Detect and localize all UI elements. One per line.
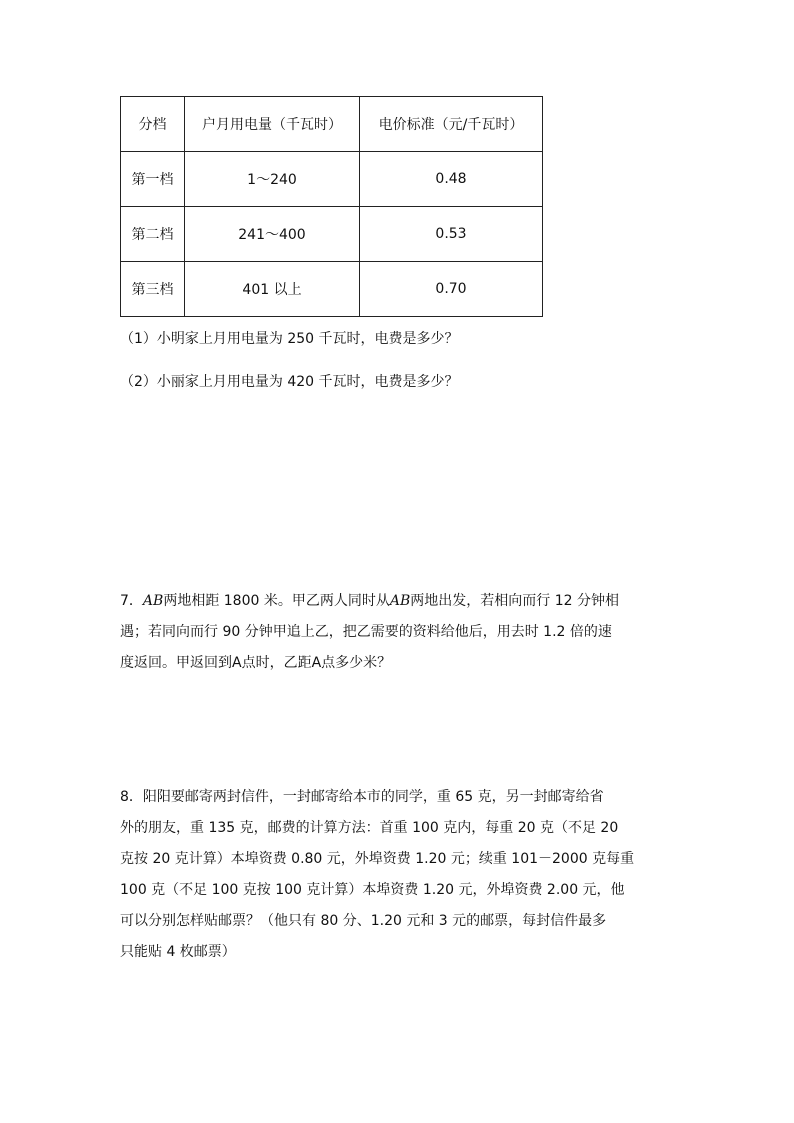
question-1: （1）小明家上月用电量为 250 千瓦时，电费是多少？: [120, 331, 459, 347]
problem-8-line: 8．阳阳要邮寄两封信件，一封邮寄给本市的同学，重 65 克，另一封邮寄给省: [120, 789, 604, 805]
segment-ab-label: AB: [142, 593, 164, 609]
problem-7-text: 两地相距 1800 米。甲乙两人同时从: [163, 593, 390, 609]
problem-7-number: 7．: [120, 593, 143, 609]
problem-7-line: 度返回。甲返回到A点时，乙距A点多少米？: [120, 655, 392, 671]
question-2: （2）小丽家上月用电量为 420 千瓦时，电费是多少？: [120, 374, 459, 390]
table-cell: 0.53: [360, 207, 543, 262]
problem-7-text: 两地出发，若相向而行 12 分钟相: [410, 593, 619, 609]
table-cell: 241～400: [185, 207, 360, 262]
header-tier: 分档: [121, 97, 185, 152]
table-row: [121, 262, 543, 317]
table-row: [121, 207, 543, 262]
table-cell: 第三档: [121, 262, 185, 317]
table-cell: 0.70: [360, 262, 543, 317]
problem-8-line: 100 克（不足 100 克按 100 克计算）本埠资费 1.20 元，外埠资费 2.00 元，他: [120, 882, 625, 898]
table-cell: 0.48: [360, 152, 543, 207]
problem-8-line: 只能贴 4 枚邮票）: [120, 944, 236, 960]
table-cell: 第二档: [121, 207, 185, 262]
problem-8-line: 可以分别怎样贴邮票？（他只有 80 分、1.20 元和 3 元的邮票，每封信件最多: [120, 913, 607, 929]
table-cell: 1～240: [185, 152, 360, 207]
problem-7: [120, 586, 680, 679]
table-cell: 第一档: [121, 152, 185, 207]
segment-ab-label: AB: [389, 593, 411, 609]
problem-7-line: [120, 586, 680, 617]
problem-7-line: 遇；若同向而行 90 分钟甲追上乙，把乙需要的资料给他后，用去时 1.2 倍的速: [120, 624, 612, 640]
table-cell: 401 以上: [185, 262, 360, 317]
electricity-price-table: [120, 96, 543, 317]
problem-8-line: 外的朋友，重 135 克，邮费的计算方法：首重 100 克内，每重 20 克（不足 20: [120, 820, 619, 836]
problem-8-line: 克按 20 克计算）本埠资费 0.80 元，外埠资费 1.20 元；续重 101－2000 克每重: [120, 851, 635, 867]
problem-8: [120, 782, 680, 968]
header-usage: 户月用电量（千瓦时）: [185, 97, 360, 152]
table-header-row: [121, 97, 543, 152]
header-price: 电价标准（元/千瓦时）: [360, 97, 543, 152]
table-row: [121, 152, 543, 207]
